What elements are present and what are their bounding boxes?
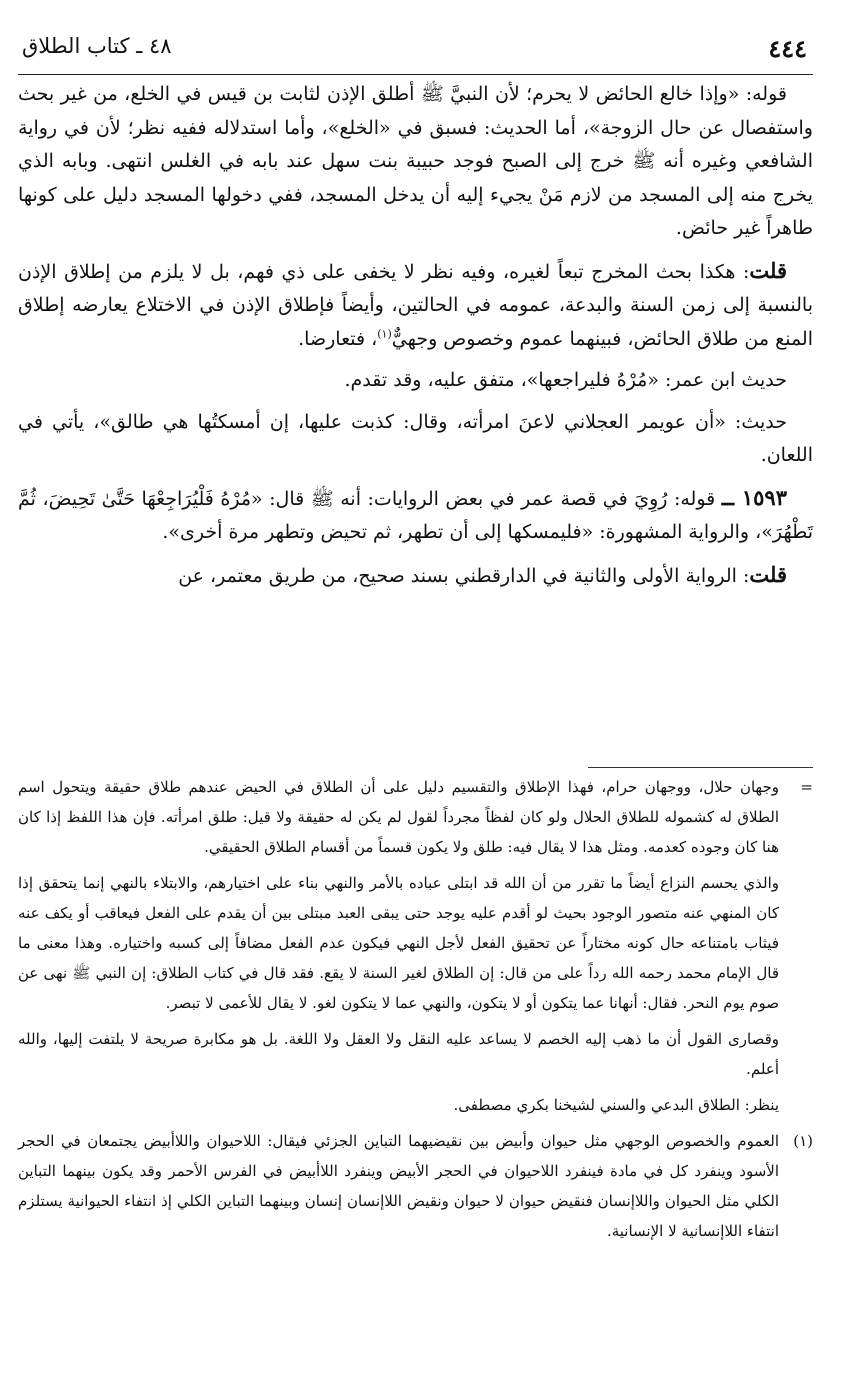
page-number: ٤٤٤ (768, 34, 807, 63)
footnote-separator (588, 767, 813, 768)
qult-keyword: قلت (749, 561, 787, 587)
continuation-marker: = (800, 778, 813, 796)
paragraph-5-text: قوله: رُوِيَ في قصة عمر في بعض الروايات: أنه ﷺ قال: «مُرْهُ فَلْيُرَاجِعْهَا حَتَّىٰ تَحِيضَ، ثُمَّ تَطْهُرَ»، والرواية المشهورة: «فليمسكها إلى أن تطهر، ثم تحيض وتطهر مرة أخرى». (18, 487, 813, 543)
footnote-continuation-1 (18, 772, 813, 862)
footnote-continuation-3: وقصارى القول أن ما ذهب إليه الخصم لا يساعد عليه النقل ولا العقل ولا اللغة. بل هو مكابرة صريحة لا يلتفت إليها، والله أعلم. (18, 1030, 779, 1078)
footnote-1-text: العموم والخصوص الوجهي مثل حيوان وأبيض بين نقيضيهما التباين الجزئي فيقال: اللاحيوان واللاأبيض يجتمعان في الحجر الأسود وينفرد كل في مادة فينفرد اللاحيوان في الحجر الأبيض وينفرد اللاأبيض في الفرس الأحمر وقد يكون بينهما التباين الكلي مثل الحيوان واللاإنسان فنقيض حيوان لا حيوان ونقيض اللاإنسان إنسان وبينهما التباين الكلي إذ انتفاء الحيوانية يستلزم انتفاء اللاإنسانية لا الإنسانية. (18, 1132, 780, 1240)
footnote-ref-1[interactable]: (١) (377, 327, 392, 341)
paragraph-2 (18, 254, 813, 357)
paragraph-4: حديث: «أن عويمر العجلاني لاعنَ امرأته، وقال: كذبت عليها، إن أمسكتُها هي طالق»، يأتي في اللعان. (18, 410, 813, 466)
footnotes (18, 772, 813, 1252)
footnote-continuation-2: والذي يحسم النزاع أيضاً ما تقرر من أن الله قد ابتلى عباده بالأمر والنهي بناء على اختيارهم، والابتلاء بالنهي إنما يتحقق إذا كان المنهي عنه متصور الوجود بحيث لو أقدم عليه يوجد حتى يبقى العبد مبتلى بين أن يقدم على الفعل فيعاقب أو يكف عنه فيثاب بامتناعه حال كونه مختاراً عن تحقيق الفعل لأجل النهي فيكون عدم الفعل مضافاً إلى كسبه واختياره. وهذا معنى ما قال الإمام محمد رحمه الله رداً على من قال: إن الطلاق لغير السنة لا يقع. فقد قال في كتاب الطلاق: إن النبي ﷺ نهى عن صوم يوم النحر. فقال: أنهانا عما يتكون أو لا يتكون، والنهي عما لا يتكون لغو. لا يقال للأعمى لا تبصر. (18, 874, 779, 1012)
footnote-1 (18, 1126, 813, 1246)
running-title: ٤٨ ـ كتاب الطلاق (22, 34, 172, 58)
page-header (18, 30, 813, 75)
paragraph-1: قوله: «وإذا خالع الحائض لا يحرم؛ لأن النبيَّ ﷺ أطلق الإذن لثابت بن قيس في الخلع، من غير بحث واستفصال عن حال الزوجة»، أما الحديث: فسبق في «الخلع»، وأما استدلاله ففيه نظر؛ لأن في رواية الشافعي وغيره أنه ﷺ خرج إلى الصبح فوجد حبيبة بنت سهل عند بابه في الغلس انتهى. وبابه الذي يخرج منه إلى المسجد من لازم مَنْ يجيء إليه أن يدخل المسجد، ففي دخولها المسجد دليل على كونها طاهراً غير حائض. (18, 83, 813, 239)
paragraph-5 (18, 481, 813, 550)
paragraph-6 (18, 558, 813, 594)
qult-keyword: قلت (749, 257, 787, 283)
footnote-continuation-4: ينظر: الطلاق البدعي والسني لشيخنا بكري مصطفى. (453, 1096, 779, 1114)
footnote-1-marker: (١) (793, 1132, 813, 1150)
footnote-continuation-1-text: وجهان حلال، ووجهان حرام، فهذا الإطلاق والتقسيم دليل على أن الطلاق في الحيض عندهم طلاق حقيقة ويتحول اسم الطلاق له كشموله للطلاق الحلال ولو كان لفظاً مجرداً لقول لم يكن له حقيقة ولا قيل: طلق امرأته. فإن هذا اللفظ إذا كان هنا كان وجوده كعدمه. ومثل هذا لا يقال فيه: طلق ولا يكون قسماً من أقسام الطلاق الحقيقي. (18, 778, 779, 856)
main-text (18, 78, 813, 601)
paragraph-2-text-a: : هكذا بحث المخرج تبعاً لغيره، وفيه نظر لا يخفى على ذي فهم، بل لا يلزم من إطلاق الإذن بالنسبة إلى زمن السنة والبدعة، عمومه في الحالتين، وأيضاً فإطلاق الإذن في الاختلاع يعارضه إطلاق المنع من طلاق الحائض، فبينهما عموم وخصوص وجهيٌّ (18, 260, 813, 350)
book-page (18, 30, 813, 1370)
paragraph-3: حديث ابن عمر: «مُرْهُ فليراجعها»، متفق عليه، وقد تقدم. (344, 369, 787, 391)
paragraph-6-text: : الرواية الأولى والثانية في الدارقطني بسند صحيح، من طريق معتمر، عن (178, 564, 750, 587)
paragraph-2-text-b: ، فتعارضا. (298, 327, 378, 350)
entry-number: ١٥٩٣ ــ (721, 484, 787, 510)
